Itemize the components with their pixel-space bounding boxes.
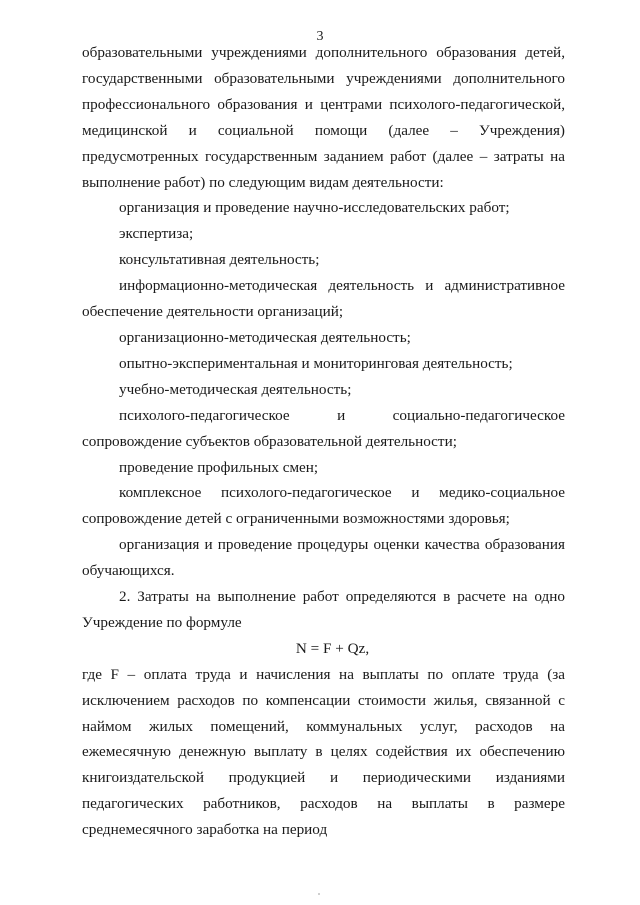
list-item-profile-shifts: проведение профильных смен; xyxy=(119,458,319,476)
list-item-expertise: экспертиза; xyxy=(119,225,194,243)
formula-definition: где F – оплата труда и начисления на выплаты по оплате труда (за исключением расходов по компенсации стоимости жилья, связанной с наймом жилых помещений, коммунальных услуг, расходов на ежемесячную денежную выплату в целях содействия их обеспечению книгоиздательской продукцией и периодическими изданиями педагогических работников, расходов на выплаты в размере среднемесячного заработка на период xyxy=(82,665,565,839)
list-item-quality-assessment: организация и проведение процедуры оценки качества образования обучающихся. xyxy=(82,536,565,580)
formula: N = F + Qz, xyxy=(295,639,370,657)
page-number: 3 xyxy=(316,29,324,44)
list-item-experimental-monitoring: опытно-экспериментальная и мониторинговая деятельность; xyxy=(119,354,513,372)
document-body xyxy=(82,40,565,843)
list-item-research: организация и проведение научно-исследовательских работ; xyxy=(119,199,510,217)
list-item-psychological-support: психолого-педагогическое и социально-педагогическое сопровождение субъектов образовательной деятельности; xyxy=(82,406,565,450)
scan-speck xyxy=(318,893,320,895)
list-item-complex-support: комплексное психолого-педагогическое и медико-социальное сопровождение детей с ограниченными возможностями здоровья; xyxy=(82,484,565,528)
list-item-organizational-methodical: организационно-методическая деятельность; xyxy=(119,328,411,346)
clause-2: 2. Затраты на выполнение работ определяются в расчете на одно Учреждение по формуле xyxy=(82,588,565,631)
list-item-educational-methodical: учебно-методическая деятельность; xyxy=(119,380,352,398)
continuation-paragraph: образовательными учреждениями дополнительного образования детей, государственными образовательными учреждениями дополнительного профессионального образования и центрами психолого-педагогической, медицинской и социальной помощи (далее – Учреждения) предусмотренных государственным заданием работ (далее – затраты на выполнение работ) по следующим видам деятельности: xyxy=(82,44,565,191)
list-item-information-methodical: информационно-методическая деятельность и административное обеспечение деятельности организаций; xyxy=(82,277,565,321)
list-item-consulting: консультативная деятельность; xyxy=(119,251,320,269)
